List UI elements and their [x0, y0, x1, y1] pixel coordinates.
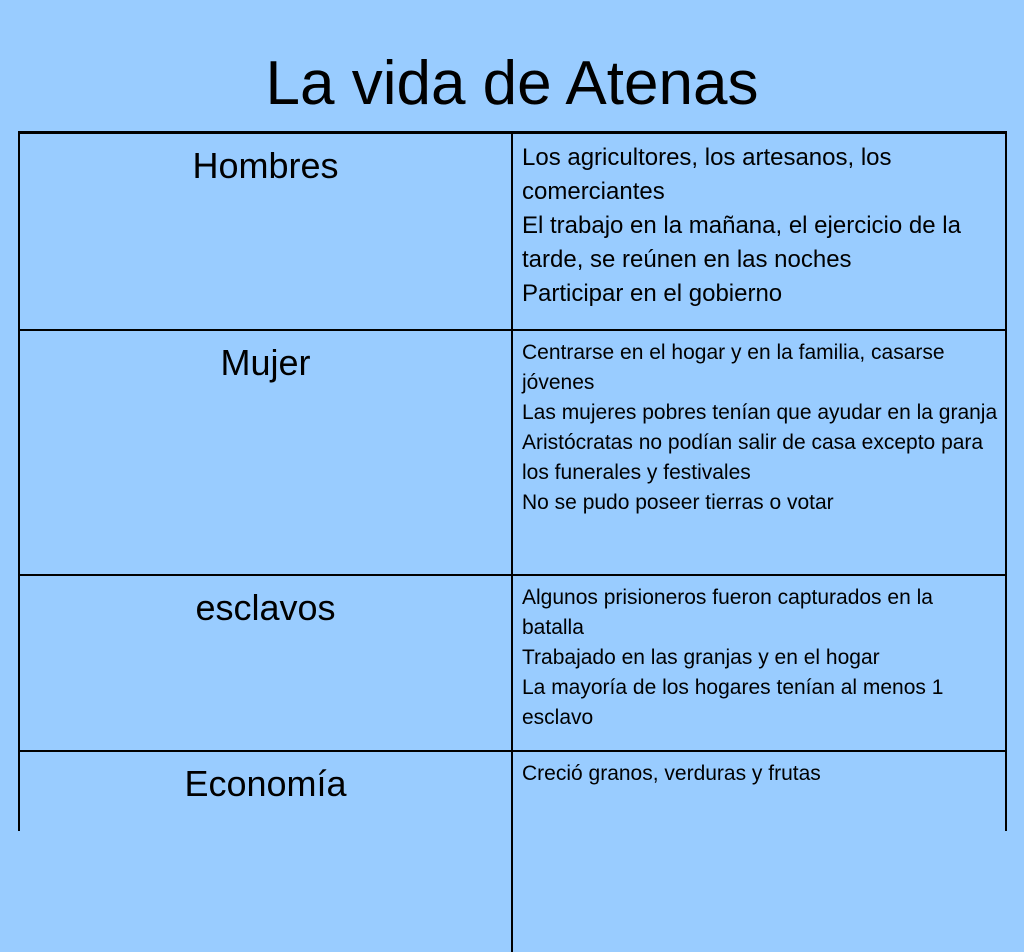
row-item: Los agricultores, los artesanos, los comerciantes [522, 144, 892, 205]
row-label-cell [20, 576, 513, 750]
row-label: Mujer [220, 342, 311, 383]
table-row-hombres [20, 134, 1005, 331]
table-row-mujer [20, 331, 1005, 576]
row-content-cell [513, 576, 1005, 750]
row-item: El trabajo en la mañana, el ejercicio de la tarde, se reúnen en las noches [522, 212, 961, 273]
slide-title: La vida de Atenas [265, 49, 759, 118]
row-item: Centrarse en el hogar y en la familia, casarse jóvenes [522, 341, 945, 394]
row-label-cell [20, 331, 513, 574]
row-item: Aristócratas no podían salir de casa excepto para los funerales y festivales [522, 431, 984, 484]
row-label-cell [20, 752, 513, 952]
row-content-cell [513, 331, 1005, 574]
row-content-cell [513, 752, 1005, 952]
row-item: Trabajado en las granjas y en el hogar [522, 646, 880, 669]
table-row-esclavos [20, 576, 1005, 752]
table-row-economia [20, 752, 1005, 952]
row-item: No se pudo poseer tierras o votar [522, 491, 834, 514]
row-item: Creció granos, verduras y frutas [522, 762, 821, 785]
row-label: Hombres [192, 145, 339, 186]
row-item: Participar en el gobierno [522, 280, 783, 307]
row-item: La mayoría de los hogares tenían al menos 1 esclavo [522, 676, 944, 729]
row-label-cell [20, 134, 513, 329]
info-table [18, 131, 1007, 831]
row-content-cell [513, 134, 1005, 329]
row-label: Economía [184, 763, 347, 804]
row-item: Las mujeres pobres tenían que ayudar en la granja [522, 401, 998, 424]
row-label: esclavos [195, 587, 336, 628]
row-item: Algunos prisioneros fueron capturados en la batalla [522, 586, 933, 639]
